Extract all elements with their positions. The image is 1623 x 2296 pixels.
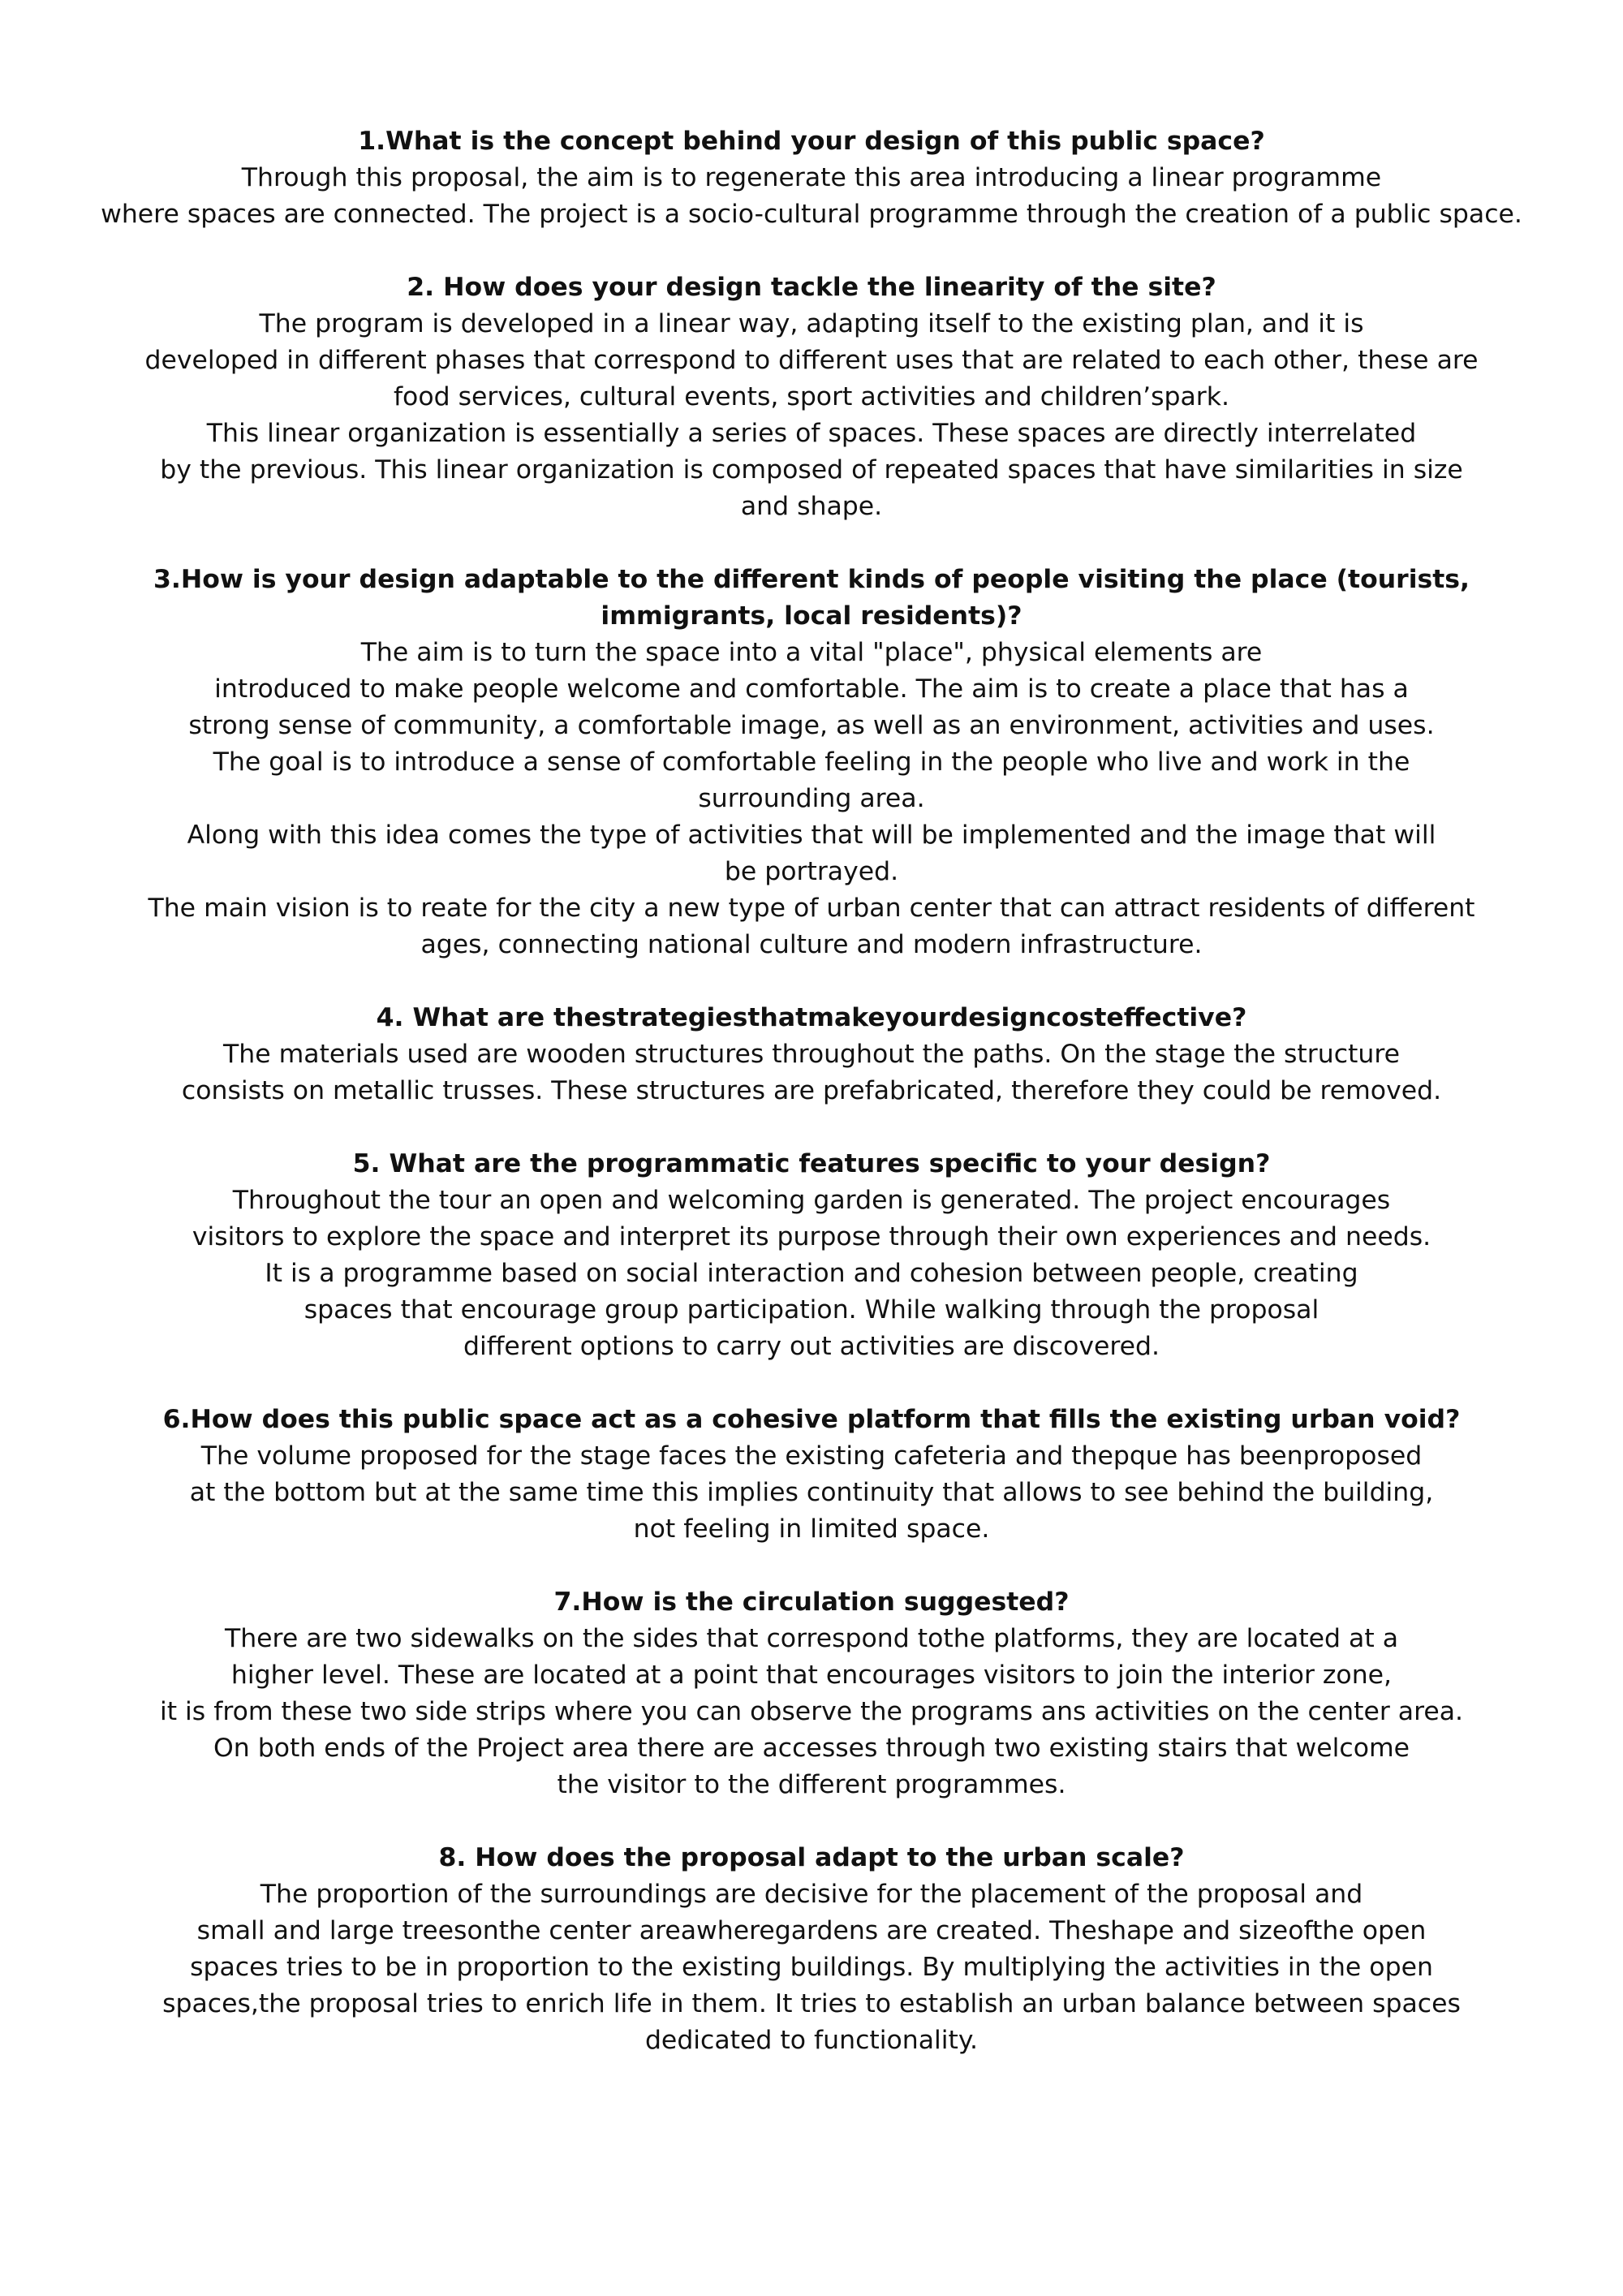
question-heading [73,1000,1550,1036]
answer-line: not feeling in limited space. [633,1514,990,1544]
answer-line: ages, connecting national culture and modern infrastructure. [420,930,1203,959]
answer-line: The volume proposed for the stage faces the existing cafeteria and thepque has beenproposed [200,1441,1423,1471]
answer-line: introduced to make people welcome and comfortable. The aim is to create a place that has a [214,674,1409,704]
question-heading [73,123,1550,160]
answer-line: The main vision is to reate for the city a new type of urban center that can attract residents of different [148,894,1475,923]
answer-paragraph [73,1438,1550,1548]
question-line: 5. What are the programmatic features specific to your design? [352,1149,1271,1178]
section-3 [73,562,1550,963]
section-2 [73,269,1550,525]
question-heading [73,1402,1550,1438]
answer-line: The materials used are wooden structures throughout the paths. On the stage the structure [223,1040,1400,1069]
answer-line: spaces that encourage group participation. While walking through the proposal [304,1295,1319,1325]
answer-line: Throughout the tour an open and welcoming garden is generated. The project encourages [232,1186,1391,1215]
answer-paragraph [73,1182,1550,1365]
question-heading [73,269,1550,306]
answer-line: spaces tries to be in proportion to the existing buildings. By multiplying the activities in the open [190,1953,1433,1982]
answer-line: Along with this idea comes the type of activities that will be implemented and the image that will [187,821,1436,850]
answer-line: On both ends of the Project area there are accesses through two existing stairs that welcome [213,1734,1410,1763]
answer-paragraph [73,160,1550,233]
answer-line: surrounding area. [698,784,925,813]
answer-line: developed in different phases that correspond to different uses that are related to each other, these are [144,346,1479,375]
section-4 [73,1000,1550,1109]
answer-line: dedicated to functionality. [644,2026,979,2055]
section-1 [73,123,1550,233]
question-heading [73,1584,1550,1621]
answer-line: The aim is to turn the space into a vital "place", physical elements are [360,638,1263,667]
answer-line: it is from these two side strips where you can observe the programs ans activities on the center area. [159,1697,1464,1726]
question-line: 3.How is your design adaptable to the different kinds of people visiting the place (tourists, [153,565,1470,594]
question-heading [73,1146,1550,1182]
answer-line: the visitor to the different programmes. [557,1770,1066,1799]
answer-line: where spaces are connected. The project is a socio-cultural programme through the creation of a public space. [101,200,1522,229]
answer-line: by the previous. This linear organization is composed of repeated spaces that have similarities in size [160,455,1463,485]
questionnaire-text [73,123,1550,2096]
answer-paragraph [73,635,1550,963]
answer-line: spaces,the proposal tries to enrich life in them. It tries to establish an urban balance between spaces [162,1989,1461,2018]
answer-paragraph [73,306,1550,525]
question-line: 1.What is the concept behind your design of this public space? [358,127,1265,156]
question-line: 8. How does the proposal adapt to the urban scale? [438,1843,1185,1872]
section-8 [73,1840,1550,2059]
question-line: 7.How is the circulation suggested? [553,1587,1070,1617]
section-5 [73,1146,1550,1365]
question-line: 4. What are thestrategiesthatmakeyourdesigncosteffective? [376,1003,1247,1032]
answer-line: food services, cultural events, sport activities and children’spark. [393,382,1230,411]
answer-line: small and large treesonthe center areawheregardens are created. Theshape and sizeofthe open [196,1916,1427,1945]
answer-paragraph [73,1036,1550,1109]
question-line: immigrants, local residents)? [601,601,1022,631]
answer-line: The proportion of the surroundings are decisive for the placement of the proposal and [260,1880,1363,1909]
answer-line: strong sense of community, a comfortable image, as well as an environment, activities and uses. [188,711,1435,740]
answer-line: be portrayed. [724,857,899,886]
question-line: 2. How does your design tackle the linearity of the site? [407,273,1216,302]
section-6 [73,1402,1550,1548]
section-7 [73,1584,1550,1803]
question-heading [73,562,1550,635]
answer-line: This linear organization is essentially a series of spaces. These spaces are directly interrelated [206,419,1417,448]
answer-line: Through this proposal, the aim is to regenerate this area introducing a linear programme [241,163,1382,192]
answer-line: higher level. These are located at a point that encourages visitors to join the interior zone, [230,1661,1393,1690]
answer-line: It is a programme based on social interaction and cohesion between people, creating [265,1259,1358,1288]
answer-line: at the bottom but at the same time this implies continuity that allows to see behind the building, [189,1478,1434,1507]
answer-line: and shape. [740,492,883,521]
answer-line: There are two sidewalks on the sides that correspond tothe platforms, they are located at a [224,1624,1399,1653]
answer-line: consists on metallic trusses. These structures are prefabricated, therefore they could be removed. [181,1076,1442,1105]
answer-line: different options to carry out activities are discovered. [463,1332,1160,1361]
answer-paragraph [73,1621,1550,1803]
question-heading [73,1840,1550,1876]
answer-line: The program is developed in a linear way, adapting itself to the existing plan, and it is [259,309,1364,338]
question-line: 6.How does this public space act as a cohesive platform that fills the existing urban void? [162,1405,1461,1434]
answer-line: visitors to explore the space and interpret its purpose through their own experiences and needs. [192,1222,1431,1251]
answer-paragraph [73,1876,1550,2059]
answer-line: The goal is to introduce a sense of comfortable feeling in the people who live and work in the [213,747,1410,777]
